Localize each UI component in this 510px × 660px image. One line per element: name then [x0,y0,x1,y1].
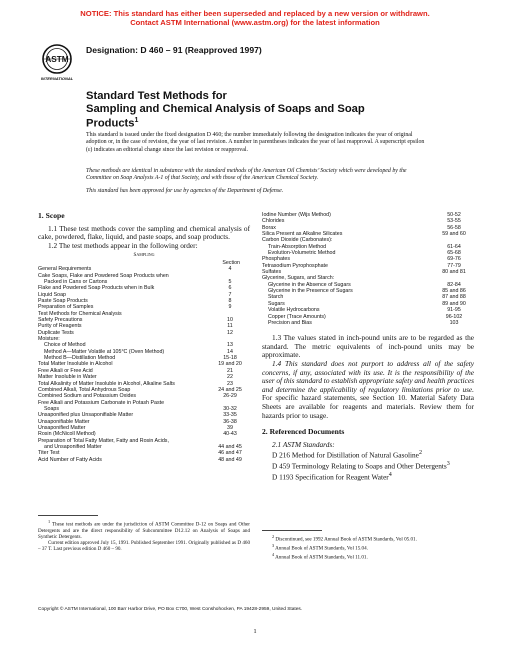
method-name: General Requirements [38,266,92,273]
method-name: Method A—Matter Volatile at 105°C (Oven Method) [44,348,165,355]
method-name: Silica Present as Alkaline Silicates [262,231,343,238]
footnote-text: Annual Book of ASTM Standards, Vol 15.04. [275,545,368,552]
method-section: 23 [227,380,233,387]
method-section: 30-32 [223,405,237,412]
copyright: Copyright © ASTM International, 100 Barr Harbor Drive, PO Box C700, West Conshohocken, PA 19428-2959, United States. [38,607,303,612]
method-section: 69-76 [447,256,461,263]
footnotes-right-list [262,534,474,560]
method-name: Borax [262,224,276,231]
footnote-1-mark: 1 [48,519,51,524]
method-name: Flake and Powdered Soap Products when in Bulk [38,285,155,292]
title-footnote-mark: 1 [134,117,139,124]
method-name: Tetrasodium Pyrophosphate [262,262,328,269]
reference-text: D 1193 Specification for Reagent Water [272,472,389,482]
method-section: 19 and 20 [218,361,242,368]
method-section: 33-35 [223,412,237,419]
method-section: 59 and 60 [442,231,466,238]
method-section: 5 [228,279,232,285]
footnote-rule [38,515,98,516]
scope-heading: 1. Scope [38,211,65,220]
method-name: Matter Insoluble in Water [38,374,97,381]
method-name: Carbon Dioxide (Carbonates): [262,237,333,244]
method-section: 8 [228,298,232,305]
title-line-3-text: Products [86,117,135,130]
method-name: Safety Precautions [38,317,83,324]
method-section: 103 [449,319,459,326]
method-section: 26-29 [223,393,237,400]
method-section: 85 and 86 [442,288,466,295]
methods-table-right [262,212,474,326]
method-section: 22 [227,374,233,381]
method-section: 44 and 45 [218,443,242,450]
method-section: 53-55 [447,218,461,225]
logo-text: ASTM [45,55,69,64]
method-name: Duplicate Tests [38,329,74,336]
references-heading: 2. Referenced Documents [262,427,345,437]
footnote-mark: 4 [272,551,275,557]
method-section: 48 and 49 [218,456,242,463]
table-row [38,457,250,463]
scope-1-4 [262,360,474,420]
method-name: Paste Soap Products [38,298,88,305]
method-section: 15-18 [223,355,237,362]
method-section: 12 [227,329,233,336]
method-section: 7 [228,291,232,298]
method-name: Combined Sodium and Potassium Oxides [38,393,137,400]
method-name: Sulfates [262,269,282,276]
method-name: Train-Absorption Method [268,243,327,250]
method-name: Soaps [44,405,60,412]
reference-footnote-mark: 3 [446,461,450,468]
reference-item [262,449,474,460]
method-name: Liquid Soap [38,291,66,298]
notice-banner [0,9,510,27]
scope-1-3: 1.3 The values stated in inch-pound units are to be regarded as the standard. The metric equivalents of inch-pound units may be approximate. [262,333,474,360]
method-name: Packed in Cans or Cartons [44,279,108,285]
footnote-1-text: These test methods are under the jurisdiction of ASTM Committee D-12 on Soaps and Other Detergents and are the direct responsibility of Subcommittee D12.12 on Analysis of Soaps and Synthetic Detergents. [38,521,250,540]
method-name: and Unsaponified Matter [44,443,102,450]
method-section: 89 and 90 [442,300,466,307]
method-name: Unsaponifiable Matter [38,418,90,425]
method-section: 91-95 [447,307,461,314]
astm-logo-icon [40,43,74,83]
right-column [262,212,474,482]
method-name: Combined Alkali, Total Anhydrous Soap [38,386,131,393]
method-name: Glycerine in the Presence of Sugars [268,288,353,295]
method-section: 14 [227,348,233,355]
footnote-1b: Current edition approved July 15, 1991. Published September 1991. Originally published as D 460 – 37 T. Last previous edition D 460 – 90. [38,539,250,553]
method-section: 9 [228,304,232,311]
method-section: 65-68 [447,250,461,257]
left-footnotes [38,515,250,552]
logo-subtext: INTERNATIONAL [40,76,74,81]
method-name: Phosphates [262,256,290,263]
footnote-item [262,543,474,552]
method-name: Unsaponified plus Unsaponifiable Matter [38,412,134,419]
reference-text: D 216 Method for Distillation of Natural Gasoline [272,450,419,460]
method-name: Acid Number of Fatty Acids [38,456,102,463]
method-name: Total Alkalinity of Matter Insoluble in Alcohol, Alkaline Salts [38,380,175,387]
method-name: Purity of Reagents [38,323,82,330]
method-name: Rosin (McNicoll Method) [38,431,96,438]
footnote-text: Annual Book of ASTM Standards, Vol 11.01. [275,554,368,561]
footnote-item [262,552,474,561]
method-name: Free Alkali and Potassium Carbonate in Potash Paste [38,399,165,406]
scope-1-2: 1.2 The test methods appear in the following order: [48,240,198,250]
method-name: Test Methods for Chemical Analysis [38,310,122,317]
footnote-mark: 3 [272,542,275,548]
method-name: Evolution-Volumetric Method [268,250,336,257]
method-name: Chlorides [262,218,285,225]
method-name: Choice of Method [44,342,86,349]
method-section: 39 [227,424,233,431]
method-name: Free Alkali or Free Acid [38,367,93,374]
method-section: 61-64 [447,243,461,250]
method-name: Titer Test [38,450,60,457]
scope-1-4-italic: 1.4 This standard does not purport to address all of the safety concerns, if any, associated with its use. It is the responsibility of the user of this standard to establish appropriate safety and health practices and determine the applicability of regulatory limitations prior to use. [262,358,474,394]
preamble-issuance: This standard is issued under the fixed designation D 460; the number immediately following the designation indicates the year of original adoption or, in the case of revision, the year of last revision. A number in parentheses indicates the year of last reapproval. A superscript epsilon (ε) indicates an editorial change since the last revision or reapproval. [86,132,425,153]
scope-1-1: 1.1 These test methods cover the sampling and chemical analysis of cake, powdered, flake, liquid, and paste soaps, and soap products. [38,223,250,242]
references-subheading: 2.1 ASTM Standards: [272,439,335,449]
method-name: Total Matter Insoluble in Alcohol [38,361,113,368]
method-name: Preparation of Samples [38,304,94,311]
method-name: Method B—Distillation Method [44,355,116,362]
left-column [38,212,250,463]
method-section: 56-58 [447,224,461,231]
method-section: 4 [228,266,232,273]
method-section: 50-52 [447,212,461,218]
method-name: Glycerine in the Absence of Sugars [268,281,351,288]
title-line-1: Standard Test Methods for [86,90,227,102]
footnote-1 [38,519,250,540]
method-section: 24 and 25 [218,386,242,393]
method-name: Sugars [268,300,285,307]
method-section: 96-102 [445,313,463,320]
astm-logo [40,43,74,83]
method-section: 11 [227,323,233,330]
notice-line-1: NOTICE: This standard has either been superseded and replaced by a new version or withdrawn. [80,9,430,18]
right-footnotes [262,530,474,560]
method-section: 10 [227,317,233,324]
page-number: 1 [253,628,257,635]
reference-item [262,460,474,471]
footnote-item [262,534,474,543]
title-line-2: Sampling and Chemical Analysis of Soaps and Soap [86,102,365,115]
method-name: Preparation of Total Fatty Matter, Fatty and Rosin Acids, [38,437,169,444]
section-col-header: Section [222,259,240,266]
method-section: 80 and 81 [442,269,466,276]
reference-text: D 459 Terminology Relating to Soaps and Other Detergents [272,461,447,471]
footnote-rule-right [262,530,322,531]
methods-table-left [38,266,250,463]
method-name: Copper (Trace Amounts) [268,313,326,320]
method-name: Moisture: [38,336,60,343]
notice-line-2: Contact ASTM International (www.astm.org) for the latest information [130,18,380,27]
preamble-dod: This standard has been approved for use by agencies of the Department of Defense. [86,188,284,194]
method-name: Precision and Bias [268,319,312,326]
method-section: 46 and 47 [218,450,242,457]
reference-footnote-mark: 4 [388,472,392,479]
title-line-3 [86,115,426,130]
designation: Designation: D 460 – 91 (Reapproved 1997) [86,45,262,55]
method-section: 40-43 [223,431,237,438]
footnote-text: Discontinued, see 1992 Annual Book of ASTM Standards, Vol 05.01. [275,536,417,543]
method-name: Glycerine, Sugars, and Starch: [262,275,335,282]
method-section: 21 [227,367,233,374]
scope-1-4-rest: For specific hazard statements, see Section 10. Material Safety Data Sheets are available for reagents and materials. Review them for hazards prior to usage. [262,393,474,420]
method-section: 6 [228,285,232,292]
reference-footnote-mark: 2 [418,450,422,457]
document-title [86,90,426,130]
reference-item [262,471,474,482]
method-name: Cake Soaps, Flake and Powdered Soap Products when [38,272,169,279]
references-list [262,449,474,482]
method-name: Starch [268,294,284,301]
method-name: Unsaponified Matter [38,424,86,431]
method-section: 87 and 88 [442,294,466,301]
method-name: Iodine Number (Wijs Method) [262,212,331,218]
table-caption: Sampling [133,252,155,259]
method-section: 82-84 [447,281,461,288]
method-section: 77-79 [447,262,461,269]
method-name: Volatile Hydrocarbons [268,307,320,314]
footnote-mark: 2 [272,534,275,539]
method-section: 36-38 [223,418,237,425]
table-row [262,320,474,326]
method-section: 13 [227,342,233,349]
preamble-identical: These methods are identical in substance with the standard methods of the American Oil Chemists’ Society which were developed by the Committee on Soap Analysis A-1 of that Society, and with those of the American Chemical Society. [86,168,407,182]
